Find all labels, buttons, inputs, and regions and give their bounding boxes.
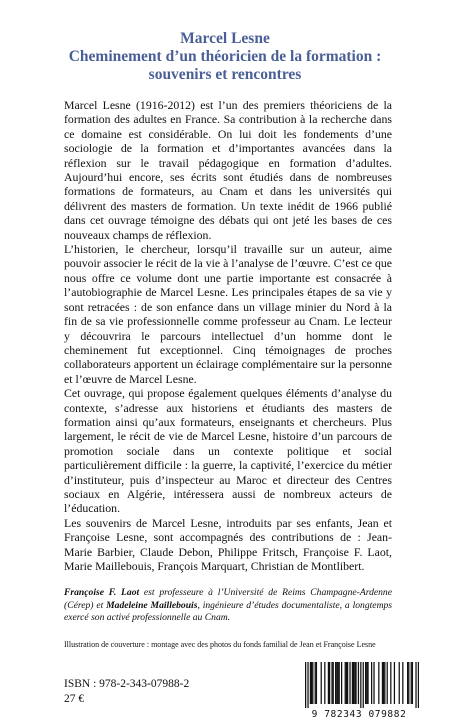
barcode-bar	[331, 662, 332, 704]
barcode-bar	[363, 662, 364, 708]
barcode-bar	[329, 662, 330, 704]
barcode-bar	[307, 662, 308, 708]
barcode-bar	[310, 662, 311, 704]
barcode-bar	[373, 662, 374, 704]
barcode-bar	[321, 662, 322, 704]
barcode-bar	[315, 662, 316, 704]
barcode-bar	[341, 662, 342, 704]
book-title-line-1: Cheminement d’un théoricien de la formation :	[68, 48, 382, 65]
barcode-bar	[339, 662, 340, 704]
price: 27 €	[64, 693, 85, 705]
book-title-line-2: souvenirs et rencontres	[148, 66, 302, 83]
barcode-bar	[335, 662, 336, 704]
blurb-paragraph-2: L’historien, le chercheur, lorsqu’il travaille sur un auteur, aime pouvoir associer le récit de la vie à l’analyse de l’œuvre. C’est ce que nous offre ce volume dont une partie importante est consacrée à l’autobiographie de Marcel Lesne. Les principales étapes de sa vie y sont retracées : de son enfance dans un village minier du Nord à la fin de sa vie professionnelle comme professeur au Cnam. Le lecteur y découvrira le parcours intellectuel d’un homme dont le cheminement fut exceptionnel. Cinq témoignages de proches collaborateurs apportent un éclairage complémentaire sur la personne et l’œuvre de Marcel Lesne.	[64, 242, 392, 386]
barcode-bar	[316, 662, 317, 704]
barcode-bar	[324, 662, 325, 704]
barcode-bar	[352, 662, 353, 704]
barcode-bar	[415, 662, 416, 708]
author-bio-1: est professeure à l’Université de Reims Champagne-Ardenne (Cérep) et	[64, 587, 392, 611]
barcode-bar	[408, 662, 409, 704]
blurb	[64, 98, 392, 573]
barcode-bar	[312, 662, 313, 704]
barcode-bar	[336, 662, 337, 704]
barcode-bar	[355, 662, 356, 704]
blurb-paragraph-4: Les souvenirs de Marcel Lesne, introduits par ses enfants, Jean et Françoise Lesne, sont accompagnés des contributions de : Jean-Marie Barbier, Claude Debon, Philippe Fritsch, Françoise F. Laot, Marie Maillebouis, François Marquart, Christian de Montlibert.	[64, 515, 392, 573]
blurb-paragraph-3: Cet ouvrage, qui propose également quelques éléments d’analyse du contexte, s’adresse aux historiens et étudiants des masters de formation ainsi qu’aux formateurs, enseignants et chercheurs. Plus largement, le récit de vie de Marcel Lesne, histoire d’un parcours de promotion sociale dans un contexte politique et social particulièrement difficile : la guerre, la captivité, l’exercice du métier d’instituteur, puis d’inspecteur au Maroc et directeur des Centres sociaux en Algérie, intéressera aussi de nombreux acteurs de l’éducation.	[64, 386, 392, 516]
barcode-bar	[337, 662, 338, 704]
cover-credit: Illustration de couverture : montage avec des photos du fonds familial de Jean et Françoise Lesne	[64, 640, 376, 649]
barcode-bar	[349, 662, 350, 704]
title-block	[40, 30, 410, 84]
barcode-bar	[305, 662, 306, 708]
barcode-bar	[360, 662, 361, 708]
barcode-bar	[394, 662, 395, 704]
barcode-bar	[328, 662, 329, 704]
blurb-paragraph-1: Marcel Lesne (1916-2012) est l’un des premiers théoriciens de la formation des adultes en France. Sa contribution à la recherche dans ce domaine est considérable. On lui doit les fondements d’une sociologie de la formation et d’importantes avancées dans la réflexion sur le travail pédagogique en formation d’adultes. Aujourd’hui encore, ses écrits sont étudiés dans de nombreuses formations de formateurs, au Cnam et dans les universités qui délivrent des masters de formation. Un texte inédit de 1966 publié dans cet ouvrage témoigne des débats qui ont jeté les bases de ces nouveaux champs de réflexion.	[64, 98, 392, 242]
barcode-bar	[367, 662, 368, 704]
barcode-bar	[382, 662, 383, 704]
barcode-bar	[418, 662, 419, 708]
barcode-bar	[384, 662, 385, 704]
barcode-bars	[305, 662, 419, 708]
barcode-bar	[412, 662, 413, 704]
barcode-bar	[333, 662, 334, 704]
barcode	[295, 662, 423, 725]
barcode-bar	[353, 662, 354, 704]
barcode-bar	[402, 662, 403, 704]
barcode-bar	[366, 662, 367, 704]
barcode-bar	[347, 662, 348, 704]
barcode-bar	[411, 662, 412, 704]
author-name-1: Françoise F. Laot	[64, 587, 140, 598]
barcode-bar	[358, 662, 359, 704]
barcode-bar	[387, 662, 388, 704]
barcode-bar	[346, 662, 347, 704]
author-bios	[64, 587, 392, 625]
barcode-bar	[407, 662, 408, 704]
barcode-number: 9 782343 079882	[311, 709, 407, 720]
barcode-bar	[383, 662, 384, 704]
barcode-bar	[390, 662, 391, 704]
barcode-bar	[354, 662, 355, 704]
author-bio-2: , ingénieure d’études documentaliste, a longtemps exercé son activé professionnelle au Cnam.	[64, 599, 393, 623]
barcode-bar	[365, 662, 366, 704]
barcode-bar	[399, 662, 400, 704]
author-name-2: Madeleine Maillebouis	[106, 599, 198, 611]
barcode-bar	[371, 662, 372, 704]
barcode-bar	[345, 662, 346, 704]
barcode-bar	[311, 662, 312, 704]
isbn: ISBN : 978-2-343-07988-2	[64, 678, 190, 690]
author-title: Marcel Lesne	[180, 30, 270, 47]
barcode-bar	[378, 662, 379, 704]
